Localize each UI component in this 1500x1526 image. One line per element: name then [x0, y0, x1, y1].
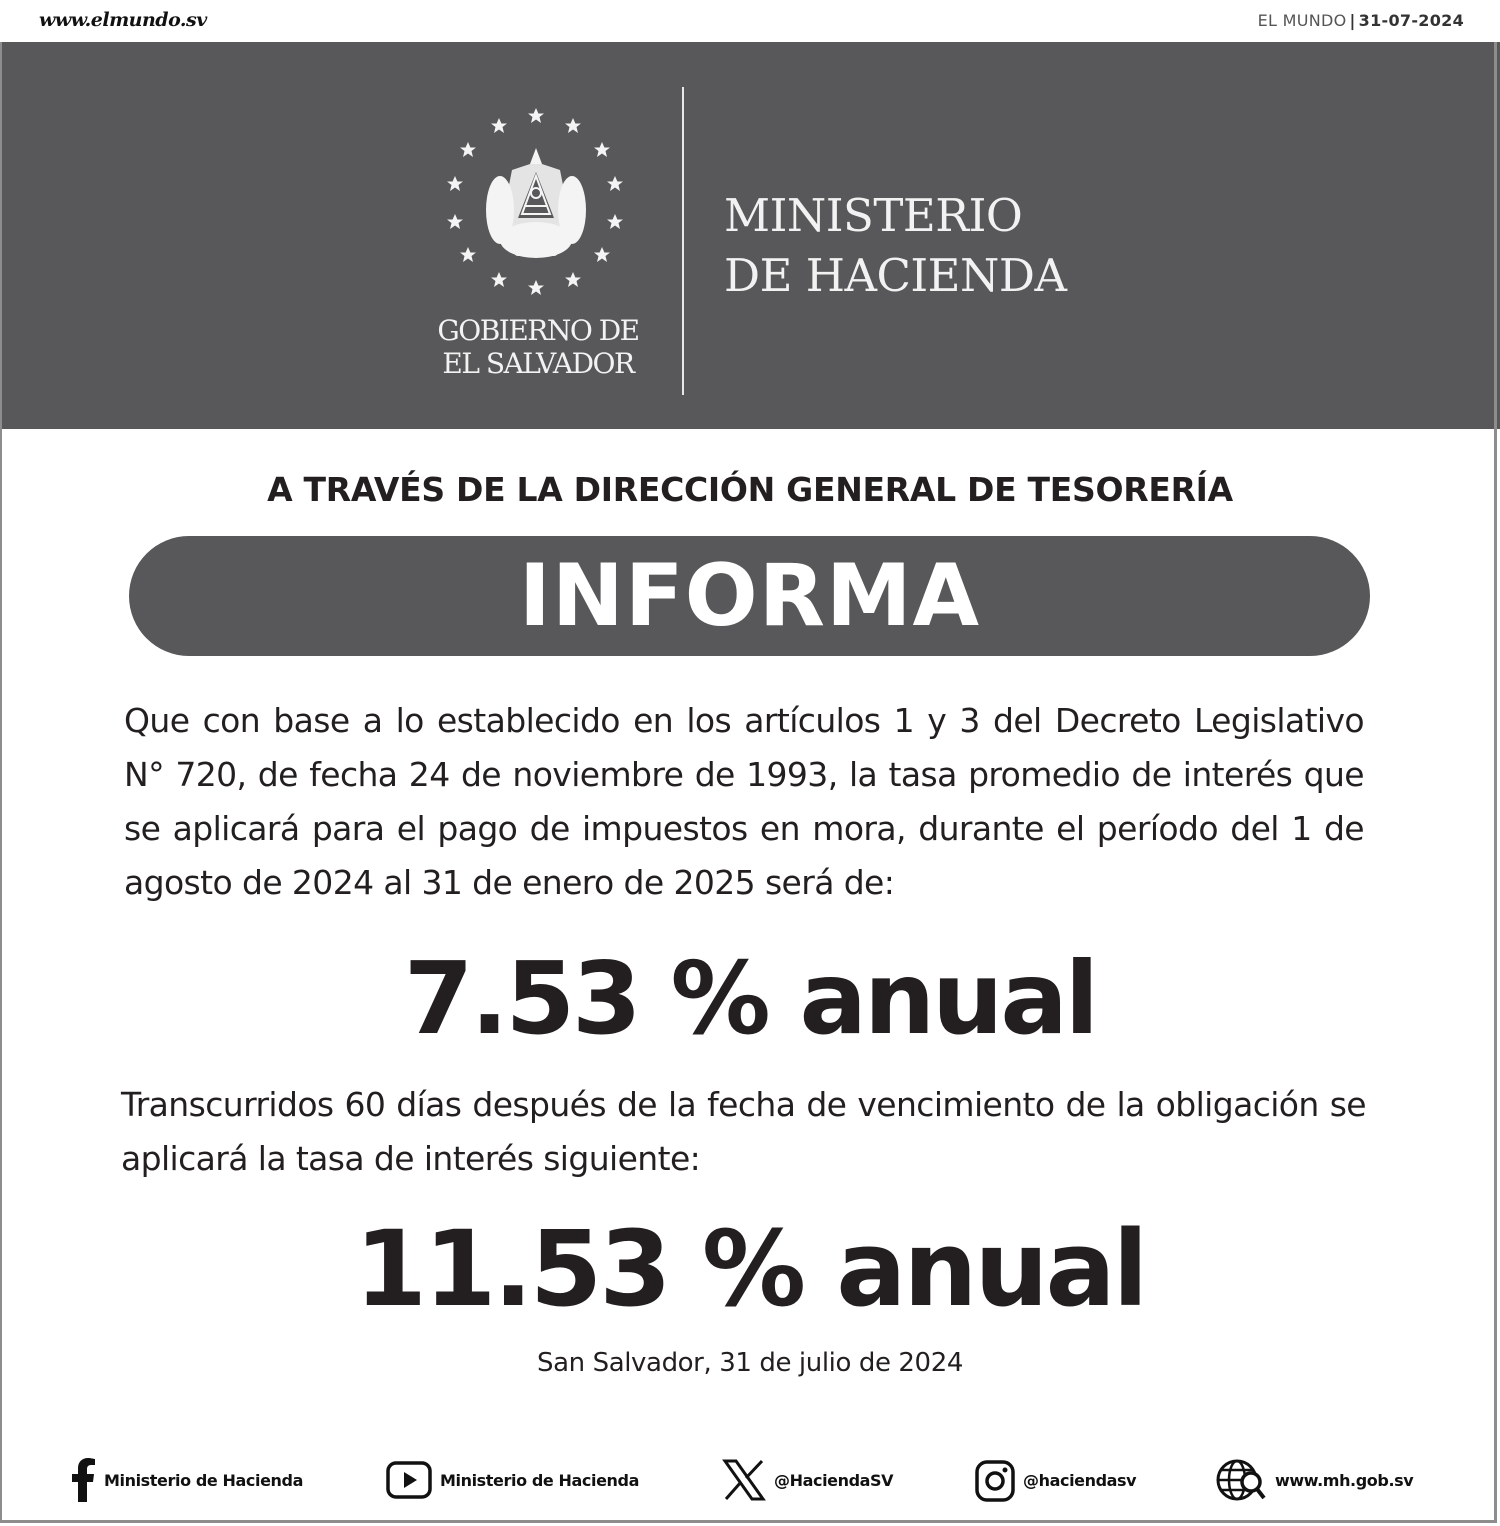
facebook-icon	[70, 1458, 96, 1502]
subtitle: A TRAVÉS DE LA DIRECCIÓN GENERAL DE TESORERÍA	[267, 470, 1233, 509]
x-twitter-icon	[722, 1458, 766, 1502]
ministry-name-line1: MINISTERIO	[724, 189, 1023, 242]
social-label: @haciendasv	[1023, 1470, 1137, 1490]
instagram-icon	[975, 1458, 1015, 1502]
site-url: www.elmundo.sv	[39, 9, 207, 31]
publication-date: 31-07-2024	[1358, 11, 1464, 30]
government-name-line1: GOBIERNO DE	[437, 314, 639, 347]
ministry-name	[724, 186, 1066, 306]
paper-info-separator: |	[1349, 11, 1356, 30]
government-name	[420, 314, 656, 380]
header-divider	[682, 87, 684, 395]
headline: INFORMA	[518, 546, 981, 646]
newspaper-header-strip	[0, 0, 1500, 42]
ministry-name-line2: DE HACIENDA	[724, 249, 1067, 302]
paper-info	[1258, 11, 1464, 30]
social-label: @HaciendaSV	[774, 1470, 894, 1490]
paper-name: EL MUNDO	[1257, 11, 1347, 30]
interest-rate-primary: 7.53 % anual	[403, 940, 1097, 1057]
social-youtube[interactable]	[386, 1455, 639, 1505]
social-website[interactable]	[1215, 1455, 1413, 1505]
interest-rate-late: 11.53 % anual	[354, 1208, 1146, 1330]
social-label: Ministerio de Hacienda	[104, 1470, 303, 1490]
government-name-line2: EL SALVADOR	[442, 347, 634, 380]
social-facebook[interactable]	[70, 1455, 303, 1505]
notice-paragraph-2: Transcurridos 60 días después de la fecha de vencimiento de la obligación se aplicará la tasa de interés siguiente:	[121, 1085, 1366, 1178]
youtube-icon	[386, 1460, 432, 1500]
social-label: www.mh.gob.sv	[1275, 1470, 1414, 1490]
headline-banner	[129, 536, 1370, 656]
globe-search-icon	[1215, 1456, 1267, 1504]
social-label: Ministerio de Hacienda	[440, 1470, 639, 1490]
el-salvador-coat-of-arms-icon	[430, 100, 650, 300]
social-instagram[interactable]	[975, 1455, 1136, 1505]
notice-paragraph-1: Que con base a lo establecido en los artículos 1 y 3 del Decreto Legislativo N° 720, de fecha 24 de noviembre de 1993, la tasa promedio de interés que se aplicará para el pago de impuestos en mora, durante el período del 1 de agosto de 2024 al 31 de enero de 2025 será de:	[124, 701, 1364, 902]
social-links	[0, 1455, 1500, 1505]
social-x[interactable]	[722, 1455, 893, 1505]
place-and-date: San Salvador, 31 de julio de 2024	[537, 1348, 963, 1378]
